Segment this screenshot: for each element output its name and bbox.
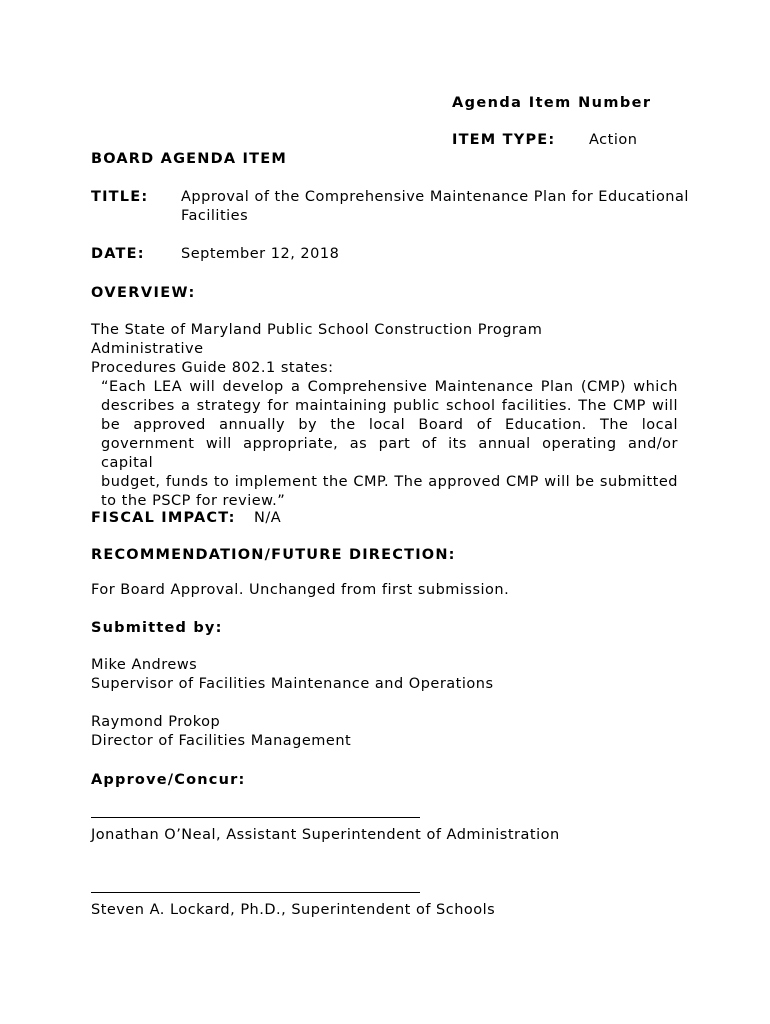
signatory-name: Jonathan O’Neal, Assistant Superintendent of Administration — [91, 827, 560, 843]
quote-line: describes a strategy for maintaining public school facilities. The CMP will — [101, 398, 678, 414]
submitter-title: Supervisor of Facilities Maintenance and Operations — [91, 676, 494, 692]
submitter-title: Director of Facilities Management — [91, 733, 352, 749]
agenda-item-number-heading: Agenda Item Number — [452, 95, 652, 111]
quote-line: to the PSCP for review.” — [101, 493, 286, 509]
signature-line — [91, 892, 420, 893]
title-label: TITLE: — [91, 189, 149, 205]
signatory-name: Steven A. Lockard, Ph.D., Superintendent of Schools — [91, 902, 496, 918]
title-value-line-1: Approval of the Comprehensive Maintenance Plan for Educational — [181, 189, 689, 205]
fiscal-impact-label: FISCAL IMPACT: — [91, 510, 236, 526]
approve-concur-heading: Approve/Concur: — [91, 772, 246, 788]
fiscal-impact-value: N/A — [254, 510, 282, 526]
quote-line: “Each LEA will develop a Comprehensive Maintenance Plan (CMP) which — [101, 379, 678, 395]
date-value: September 12, 2018 — [181, 246, 340, 262]
signature-line — [91, 817, 420, 818]
recommendation-text: For Board Approval. Unchanged from first submission. — [91, 582, 510, 598]
quote-line: be approved annually by the local Board of Education. The local — [101, 417, 678, 433]
overview-intro-line-2: Procedures Guide 802.1 states: — [91, 360, 334, 376]
overview-intro-line-1: The State of Maryland Public School Construction Program Administrative — [91, 322, 543, 357]
title-value-line-2: Facilities — [181, 208, 249, 224]
item-type-value: Action — [589, 132, 638, 148]
submitter-name: Mike Andrews — [91, 657, 198, 673]
quote-line: government will appropriate, as part of its annual operating and/or capital — [101, 436, 678, 471]
date-label: DATE: — [91, 246, 145, 262]
overview-heading: OVERVIEW: — [91, 285, 196, 301]
item-type-label: ITEM TYPE: — [452, 132, 556, 148]
recommendation-heading: RECOMMENDATION/FUTURE DIRECTION: — [91, 547, 456, 563]
board-agenda-item-heading: BOARD AGENDA ITEM — [91, 151, 287, 167]
overview-intro — [91, 321, 651, 378]
overview-quote — [101, 378, 678, 511]
quote-line: budget, funds to implement the CMP. The approved CMP will be submitted — [101, 474, 678, 490]
submitted-by-heading: Submitted by: — [91, 620, 223, 636]
submitter-name: Raymond Prokop — [91, 714, 221, 730]
